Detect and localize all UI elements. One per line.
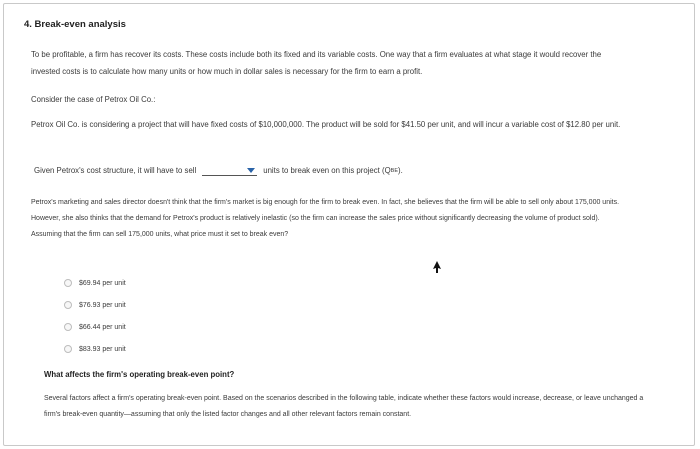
radio-icon[interactable]	[64, 323, 72, 331]
section-heading: What affects the firm's operating break-even point?	[44, 370, 235, 379]
option-2[interactable]	[64, 294, 126, 316]
question-card	[3, 3, 695, 446]
break-even-question	[34, 165, 403, 176]
consider-text: Consider the case of Petrox Oil Co.:	[31, 95, 156, 104]
option-label: $69.94 per unit	[79, 279, 126, 287]
units-dropdown[interactable]	[202, 165, 257, 176]
option-label: $83.93 per unit	[79, 345, 126, 353]
question-suffix: units to break even on this project (Q	[263, 166, 391, 175]
question-prefix: Given Petrox's cost structure, it will have to sell	[34, 166, 197, 175]
mouse-cursor-icon	[432, 261, 442, 273]
option-label: $66.44 per unit	[79, 323, 126, 331]
question-title: 4. Break-even analysis	[24, 19, 126, 30]
option-3[interactable]	[64, 316, 126, 338]
radio-icon[interactable]	[64, 345, 72, 353]
caret-down-icon	[247, 168, 255, 173]
section-paragraph: Several factors affect a firm's operating break-even point. Based on the scenarios described in the following table, indicate whether these factors would increase, decrease, or leave unchanged a firm's break-even quantity—assuming that only the listed factor changes and all other relevant factors remain constant.	[44, 395, 644, 418]
intro-paragraph: To be profitable, a firm has recover its costs. These costs include both its fixed and its variable costs. One way that a firm evaluates at what stage it would recover the invested costs is to calculate how many units or how much in dollar sales is necessary for the firm to earn a profit.	[31, 50, 602, 76]
price-options	[64, 272, 126, 360]
question-subscript: BE	[390, 167, 399, 174]
case-paragraph: Petrox Oil Co. is considering a project that will have fixed costs of $10,000,000. The product will be sold for $41.50 per unit, and will incur a variable cost of $12.80 per unit.	[31, 120, 621, 129]
question-end: ).	[398, 166, 403, 175]
marketing-paragraph: Petrox's marketing and sales director doesn't think that the firm's market is big enough for the firm to break even. In fact, she believes that the firm will be able to sell only about 175,000 units. However, she also thinks that the demand for Petrox's product is relatively inelastic (so the firm can increase the sales price without significantly decreasing the volume of product sold). Assuming that the firm can sell 175,000 units, what price must it set to break even?	[31, 199, 620, 238]
option-label: $76.93 per unit	[79, 301, 126, 309]
radio-icon[interactable]	[64, 279, 72, 287]
radio-icon[interactable]	[64, 301, 72, 309]
option-1[interactable]	[64, 272, 126, 294]
option-4[interactable]	[64, 338, 126, 360]
